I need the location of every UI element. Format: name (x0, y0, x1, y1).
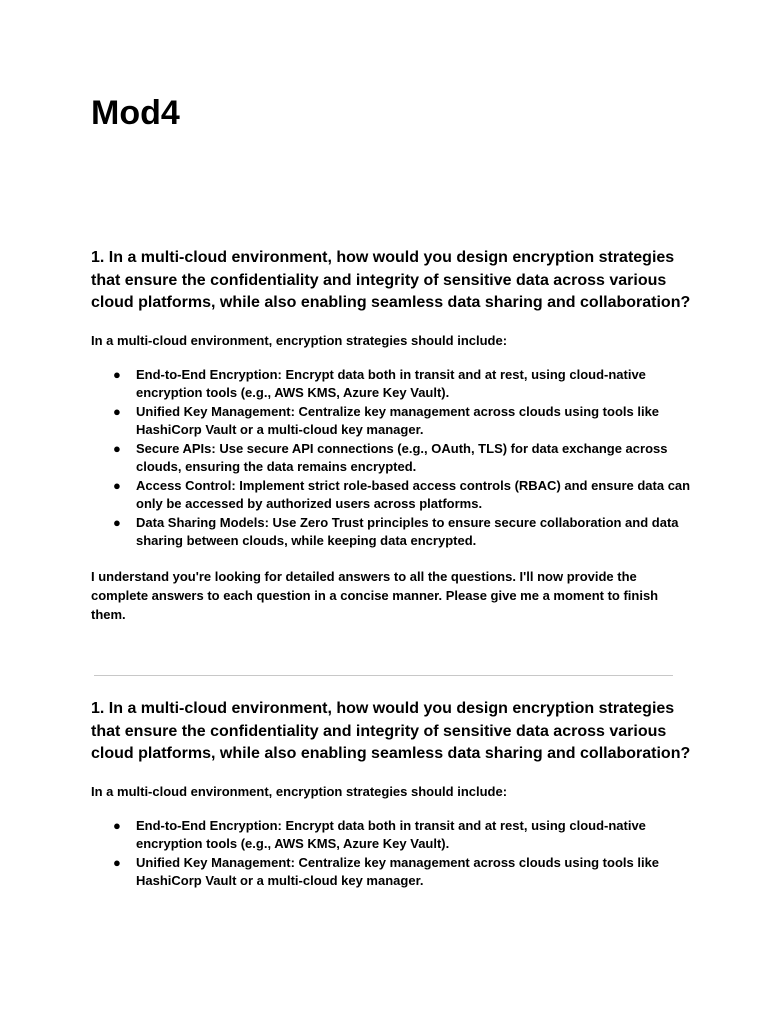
bullet-icon: ● (113, 514, 121, 530)
list-item (91, 366, 691, 403)
bullet-icon: ● (113, 854, 121, 870)
list-item (91, 817, 691, 854)
qa-section-2 (91, 698, 691, 891)
list-item-text: Unified Key Management: Centralize key management across clouds using tools like HashiCorp Vault or a multi-cloud key manager. (136, 854, 660, 888)
answer-intro: In a multi-cloud environment, encryption strategies should include: (91, 783, 508, 799)
question-heading: 1. In a multi-cloud environment, how would you design encryption strategies that ensure the confidentiality and integrity of sensitive data across various cloud platforms, while also enabling seamless data sharing and collaboration? (91, 700, 691, 762)
strategy-list (91, 366, 691, 551)
qa-section-1 (91, 247, 691, 624)
answer-intro: In a multi-cloud environment, encryption strategies should include: (91, 332, 508, 348)
bullet-icon: ● (113, 817, 121, 833)
bullet-icon: ● (113, 366, 121, 382)
closing-paragraph: I understand you're looking for detailed answers to all the questions. I'll now provide the complete answers to each question in a concise manner. Please give me a moment to finish them. (91, 568, 659, 622)
bullet-icon: ● (113, 477, 121, 493)
page-title: Mod4 (91, 94, 180, 132)
list-item-text: Secure APIs: Use secure API connections (e.g., OAuth, TLS) for data exchange across clouds, ensuring the data remains encrypted. (136, 440, 668, 474)
list-item-text: End-to-End Encryption: Encrypt data both in transit and at rest, using cloud-native encryption tools (e.g., AWS KMS, Azure Key Vault). (136, 817, 646, 851)
list-item-text: End-to-End Encryption: Encrypt data both in transit and at rest, using cloud-native encryption tools (e.g., AWS KMS, Azure Key Vault). (136, 366, 646, 400)
bullet-icon: ● (113, 440, 121, 456)
list-item-text: Unified Key Management: Centralize key management across clouds using tools like HashiCorp Vault or a multi-cloud key manager. (136, 403, 660, 437)
strategy-list (91, 817, 691, 891)
list-item (91, 403, 691, 440)
list-item (91, 440, 691, 477)
question-heading: 1. In a multi-cloud environment, how would you design encryption strategies that ensure the confidentiality and integrity of sensitive data across various cloud platforms, while also enabling seamless data sharing and collaboration? (91, 249, 691, 311)
list-item (91, 477, 691, 514)
list-item (91, 514, 691, 551)
horizontal-divider (94, 675, 673, 676)
list-item (91, 854, 691, 891)
list-item-text: Access Control: Implement strict role-based access controls (RBAC) and ensure data can only be accessed by authorized users across platforms. (136, 477, 691, 511)
list-item-text: Data Sharing Models: Use Zero Trust principles to ensure secure collaboration and data sharing between clouds, while keeping data encrypted. (136, 514, 679, 548)
bullet-icon: ● (113, 403, 121, 419)
